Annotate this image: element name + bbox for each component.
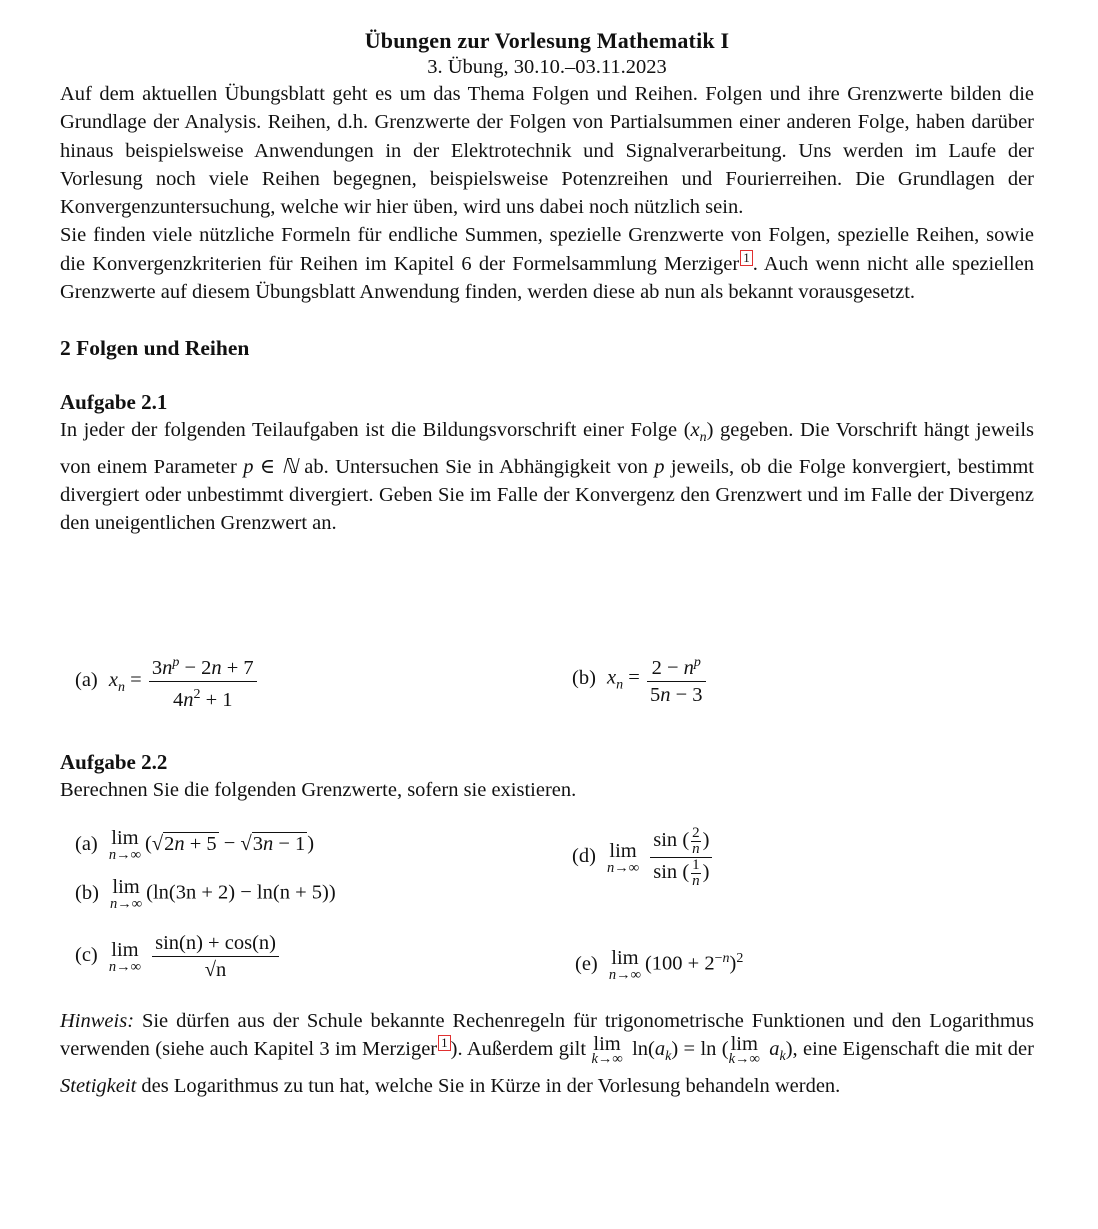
hint-paragraph: Hinweis: Sie dürfen aus der Schule bekannte Rechenregeln für trigonometrische Funktionen und den Logarithmus verwenden (siehe auch Kapitel 3 im Merziger 1 ). Außerdem gilt lim k→∞ $\ln(a_k) = \ln$ ( lim k→∞ $a_k$), eine Eigenschaft die mit der Stetigkeit des Logarithmus zu tun hat, welche Sie in Kürze in der Vorlesung behandeln werden. xyxy=(60,1010,1034,1097)
intro-p2-start: Sie finden viele nützliche Formeln für endliche Summen, spezielle Grenzwerte von Folgen, spezielle Reihen, sowie die Konvergenzkriterien für Reihen im Kapitel 6 der Formelsammlung Merziger xyxy=(60,224,1034,275)
fraction: sin ( $\frac{2}{n}$ ) sin ( $\frac{1}{n}$ ) xyxy=(650,826,712,889)
worksheet-page xyxy=(60,0,1034,538)
task-2-1-text: In jeder der folgenden Teilaufgaben ist die Bildungsvorschrift einer Folge $(x_n)$ gegeben. Die Vorschrift hängt jeweils von einem Parameter p ∈ ℕ ab. Untersuchen Sie in Abhängigkeit von p jeweils, ob die Folge konvergiert, bestimmt divergiert oder unbestimmt divergiert. Geben Sie im Falle der Konvergenz den Grenzwert und im Falle der Divergenz den uneigentlichen Grenzwert an. xyxy=(60,419,1034,535)
task-2-1-item-b: (b) $x_n$ = $\frac{2 - n^p}{5n - 3}$ xyxy=(572,650,708,708)
footnote-link[interactable]: 1 xyxy=(438,1035,451,1051)
task-2-2-text: Berechnen Sie die folgenden Grenzwerte, sofern sie existieren. xyxy=(60,779,577,801)
task-2-1-item-a: (a) $x_n$ = $\frac{3n^p - 2n + 7}{4n^2 + 1}$ xyxy=(75,650,259,713)
section-heading: 2 Folgen und Reihen xyxy=(60,336,250,361)
task-2-2-item-e: (e) lim n→∞ $(100 + 2^{-n})^2$ xyxy=(575,947,744,983)
fraction: $\frac{3n^p - 2n + 7}{4n^2 + 1}$ xyxy=(149,650,257,713)
page-subtitle: 3. Übung, 30.10.–03.11.2023 xyxy=(427,56,667,78)
fraction: $\frac{\sin(n) + \cos(n)}{√n}$ xyxy=(152,930,279,983)
task-2-2-item-c: (c) lim n→∞ $\frac{\sin(n) + \cos(n)}{√n}$ xyxy=(75,930,281,983)
header xyxy=(60,27,1034,80)
task-2-2-heading: Aufgabe 2.2 xyxy=(60,750,168,774)
task-2-1-heading: Aufgabe 2.1 xyxy=(60,390,168,415)
intro-paragraph-2 xyxy=(60,221,1034,306)
fraction: $\frac{2 - n^p}{5n - 3}$ xyxy=(647,650,706,708)
task-2-2-item-b: (b) lim n→∞ (ln(3n + 2) − ln(n + 5)) xyxy=(75,876,336,912)
intro-p2-end: . Auch wenn nicht alle speziellen Grenzwerte auf diesem Übungsblatt Anwendung finden, werden diese ab nun als bekannt vorausgesetzt. xyxy=(60,252,1035,304)
footnote-link[interactable]: 1 xyxy=(740,250,753,266)
task-2-2-item-d: (d) lim n→∞ sin ( $\frac{2}{n}$ ) sin ( $\frac{1}{n}$ ) xyxy=(572,826,714,889)
task-2-2-item-a: (a) lim n→∞ (√2n + 5 − √3n − 1) xyxy=(75,827,315,863)
page-title: Übungen zur Vorlesung Mathematik I xyxy=(364,28,730,53)
intro-paragraph-1: Auf dem aktuellen Übungsblatt geht es um das Thema Folgen und Reihen. Folgen und ihre Grenzwerte bilden die Grundlage der Analysis. Reihen, d.h. Grenzwerte der Folgen von Partialsummen einer anderen Folge, haben darüber hinaus beispielsweise Anwendungen in der Elektrotechnik und Signalverarbeitung. Uns werden im Laufe der Vorlesung noch viele Reihen begegnen, beispielsweise Potenzreihen und Fourierreihen. Die Grundlagen der Konvergenzuntersuchung, welche wir hier üben, wird uns dabei noch nützlich sein. xyxy=(60,83,1034,219)
